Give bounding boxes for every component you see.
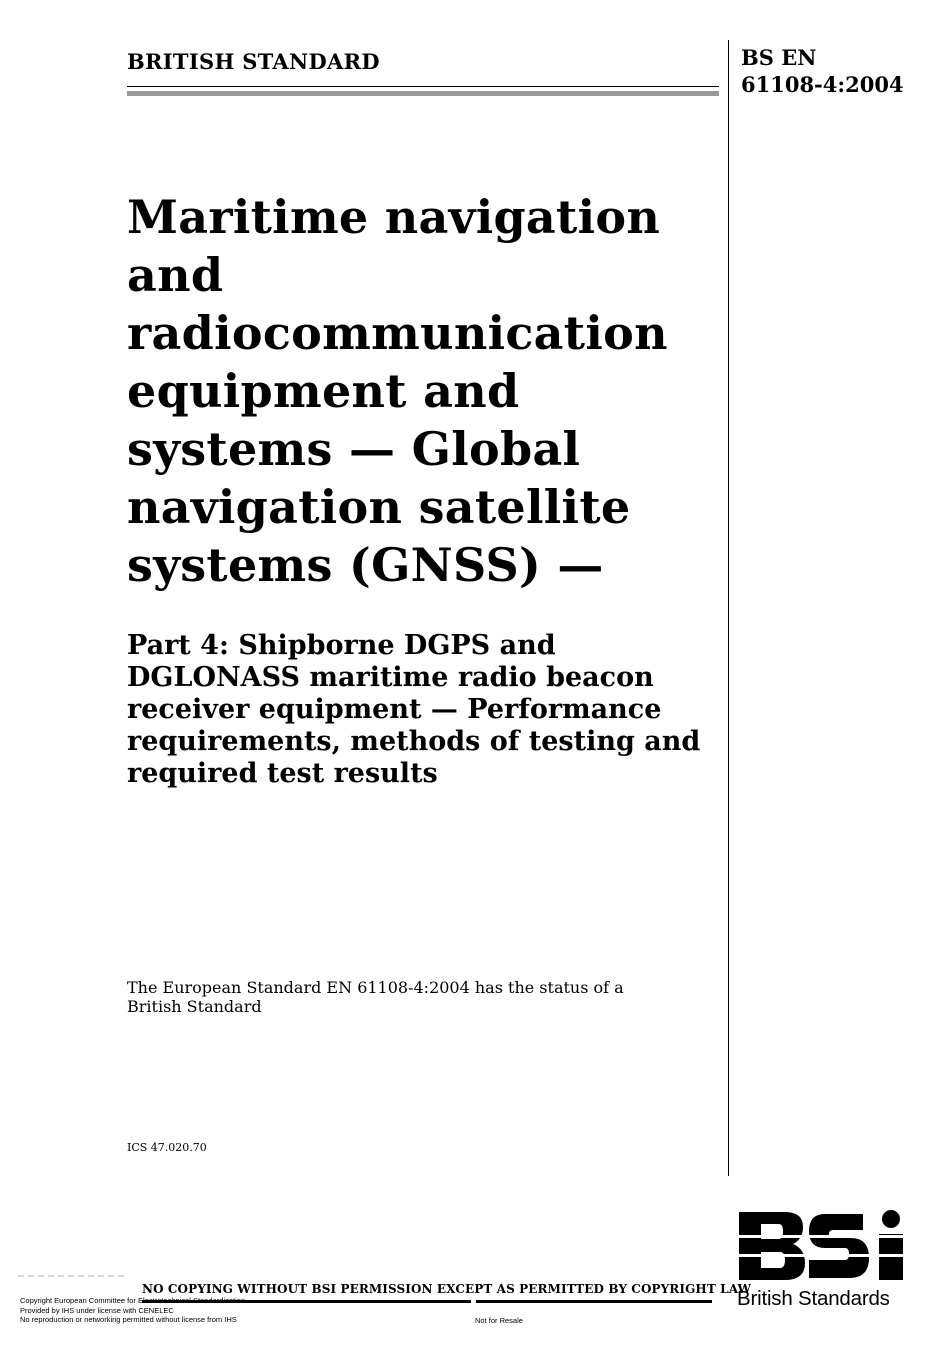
header-divider-thick: [127, 91, 719, 96]
standard-number: [741, 44, 941, 98]
document-type-label: BRITISH STANDARD: [127, 49, 380, 74]
faint-scan-mark: [18, 1275, 128, 1277]
bsi-wordmark-icon: [737, 1210, 905, 1282]
status-statement: The European Standard EN 61108-4:2004 has the status of a British Standard: [127, 978, 624, 1016]
bsi-tagline: British Standards: [737, 1287, 890, 1310]
footer-line-reproduction: No reproduction or networking permitted without license from IHS: [20, 1315, 237, 1324]
header-divider-thin: [127, 86, 719, 87]
part-title: Part 4: Shipborne DGPS and DGLONASS maritime radio beacon receiver equipment — Performance requirements, methods of testing and required test results: [127, 630, 701, 789]
footer-line-copyright: Copyright European Committee for Electrotechnical Standardization: [20, 1296, 246, 1305]
footer-license: [20, 1296, 245, 1325]
footer-resale: Not for Resale: [475, 1316, 523, 1325]
copyright-notice: NO COPYING WITHOUT BSI PERMISSION EXCEPT AS PERMITTED BY COPYRIGHT LAW: [142, 1282, 752, 1296]
standard-number-line2: 61108-4:2004: [741, 72, 904, 97]
notice-underline-right: [476, 1300, 712, 1303]
ics-code: ICS 47.020.70: [127, 1141, 207, 1154]
vertical-divider: [728, 40, 729, 1176]
standard-number-line1: BS EN: [741, 45, 817, 70]
page-title: Maritime navigation and radiocommunication equipment and systems — Global navigation satellite systems (GNSS) —: [127, 190, 668, 592]
bsi-logo: [737, 1210, 905, 1311]
footer-line-provider: Provided by IHS under license with CENELEC: [20, 1305, 174, 1315]
